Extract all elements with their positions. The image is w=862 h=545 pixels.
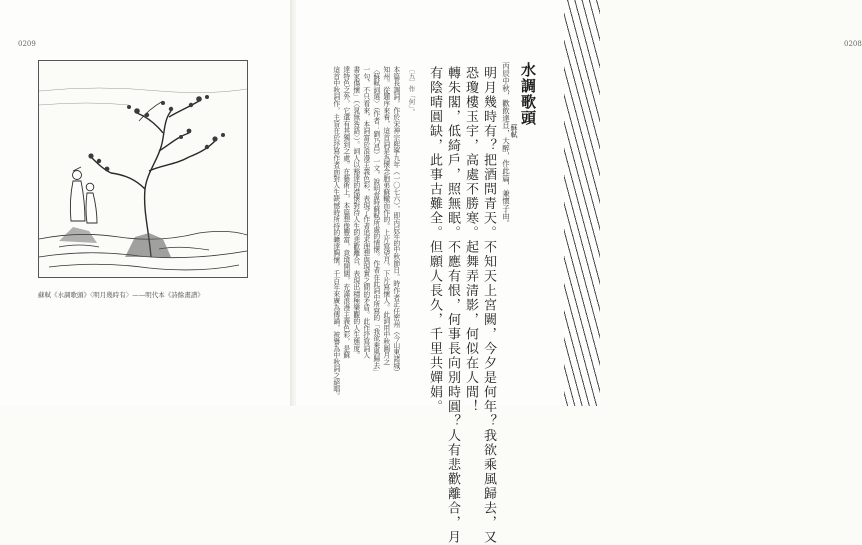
poem-line: 有陰晴圓缺，此事古難全。但願人長久，千里共嬋娟。	[427, 66, 442, 414]
landscape-print-image	[39, 61, 247, 277]
poem-author: 蘇軾	[510, 124, 518, 138]
commentary-line: 達特色之外，它還有其獨到之處。在藝術上，本篇想像豐富，意境開闊，充滿浪漫主義色彩，是蘇	[341, 66, 350, 359]
commentary-line: 知州。從題序來看，這首詞是為懷念胞弟蘇轍而作的。上片寫望月，下片寫懷人。此詞用中秋圓月之	[381, 66, 390, 366]
commentary-line: 本篇長調詞，作於宋神宗熙寧九年（一〇七六），即丙辰年的中秋節日。時作者正任密州（今山東諸城）	[391, 66, 400, 376]
illustration-caption: 蘇軾《水調歌頭》〈明月幾時有〉——明代本《詩餘畫譜》	[38, 291, 204, 299]
commentary-line: 書家傷懷」（〈晁無咎語〉）。詞人以豁達的襟懷對待人生的悲歡離合，表現出積極樂觀的人生態度。	[351, 66, 360, 359]
right-page	[296, 0, 862, 545]
commentary-line: 這首中秋詞作，主旨在於抒寫作者面對人生缺憾時所持的曠達胸懷，千百年來廣為傳誦，被譽為中秋詞之絕唱。	[331, 66, 340, 400]
commentary-line: 〈蘇軾詞選〉（作者：劉乃昌）一文，說明當時蘇軾所處的情懷。作者在此詞中所寫的「我欲乘風歸去」	[371, 66, 380, 376]
left-page-number: 0209	[18, 40, 36, 48]
left-page	[0, 0, 292, 406]
poem-line: 明月幾時有？把酒問青天。不知天上宮闕，今夕是何年？我欲乘風歸去，又	[481, 66, 496, 545]
right-page-number: 0208	[844, 40, 862, 48]
woodblock-illustration	[38, 60, 248, 278]
annotation-note: 〔五〕作「何」。	[407, 66, 416, 115]
commentary-line: 一句，不只看來，本詞富於浪漫主義色彩，表現了作者追求理想與現實之間的矛盾。此作抒寫詞人	[361, 66, 370, 359]
page-edge-shadow	[564, 0, 600, 406]
poem-line: 恐瓊樓玉宇，高處不勝寒。起舞弄清影，何似在人間！	[463, 66, 478, 414]
poem-preface: 丙辰中秋，歡飲達旦，大醉，作此篇，兼懷子由。	[501, 62, 511, 227]
poem-line: 轉朱閣，低綺戶，照無眠。不應有恨，何事長向別時圓？人有悲歡離合，月	[445, 66, 460, 545]
poem-title: 水調歌頭	[519, 62, 537, 126]
